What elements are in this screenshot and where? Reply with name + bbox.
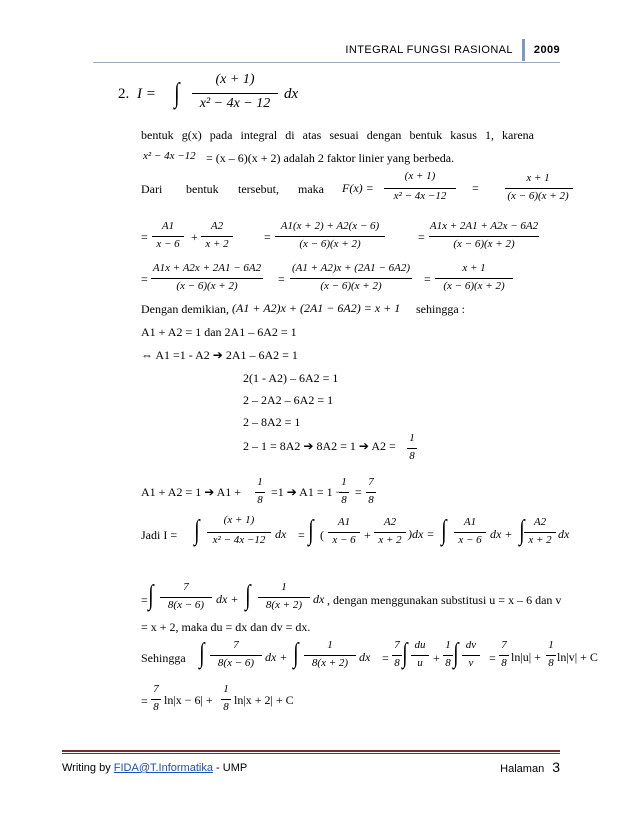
fraction-bar	[258, 597, 310, 598]
seh-r8: 8	[501, 657, 507, 669]
sub-dx1: dx +	[216, 592, 239, 606]
fraction-bar	[411, 655, 429, 656]
sub-d1: 8(x − 6)	[167, 599, 205, 611]
dari-den2: (x − 6)(x + 2)	[507, 190, 569, 202]
step-6: 2 – 1 = 8A2 ➔ 8A2 = 1 ➔ A2 =	[243, 439, 396, 453]
integral-sign: ∫	[245, 580, 251, 611]
demikian-eq: (A1 + A2)x + (2A1 − 6A2) = x + 1	[232, 301, 401, 315]
sehingga-pre: Sehingga	[141, 651, 186, 665]
a1-f2n: 1	[341, 476, 347, 488]
jadi-a1b: A1	[463, 516, 477, 528]
row2-num2: (A1 + A2)x + (2A1 − 6A2)	[292, 262, 410, 274]
page-header	[345, 39, 560, 61]
step-4: 2 – 2A2 – 6A2 = 1	[243, 393, 334, 407]
equals-sign: =	[424, 272, 431, 286]
jadi-d1: x² − 4x −12	[212, 534, 266, 546]
step-1: A1 + A2 = 1 dan 2A1 – 6A2 = 1	[141, 325, 297, 339]
step-5: 2 – 8A2 = 1	[243, 415, 301, 429]
seh-dx2: dx	[359, 650, 371, 664]
step-2: ⇔ A1 =1 - A2 ➔ 2A1 – 6A2 = 1	[141, 348, 298, 362]
jadi-x6: x − 6	[332, 534, 356, 546]
seh-r7: 7	[501, 639, 507, 651]
integral-sign: ∫	[174, 78, 180, 109]
equals-sign: =	[278, 272, 285, 286]
seh-c8b: 8	[445, 657, 451, 669]
equals-sign: =	[472, 181, 479, 195]
a1-f3n: 7	[368, 476, 374, 488]
a1-mid: =1 ➔ A1 = 1 −	[271, 485, 343, 499]
fraction-bar	[255, 492, 265, 493]
integral-sign: ∫	[194, 515, 200, 546]
problem-numerator: (x + 1)	[215, 72, 255, 87]
a1-f2d: 8	[341, 494, 347, 506]
integral-sign: ∫	[148, 580, 154, 611]
row1-x2: x + 2	[205, 238, 229, 250]
jadi-eq2: =	[298, 528, 305, 542]
jadi-close: )dx =	[408, 527, 435, 541]
header-year: 2009	[533, 44, 560, 56]
step-3: 2(1 - A2) – 6A2 = 1	[243, 371, 339, 385]
row1-a2: A2	[210, 220, 224, 232]
integral-sign: ∫	[519, 515, 525, 546]
row2-den1: (x − 6)(x + 2)	[176, 280, 238, 292]
problem-dx: dx	[284, 86, 299, 102]
dari-w2: bentuk	[186, 182, 219, 196]
fraction-bar	[304, 655, 356, 656]
dari-w4: maka	[298, 182, 324, 196]
fraction-bar	[366, 492, 376, 493]
fraction-bar	[435, 278, 513, 279]
fraction-bar	[328, 532, 360, 533]
a1-f1d: 8	[257, 494, 263, 506]
a1-f3d: 8	[368, 494, 374, 506]
sub-line2: = x + 2, maka du = dx dan dv = dx.	[141, 620, 311, 634]
integral-sign: ∫	[402, 638, 408, 669]
a1-eq: =	[355, 485, 362, 499]
seh-v: v	[468, 657, 474, 669]
fraction-bar	[151, 278, 263, 279]
footer-link[interactable]: FIDA@T.Informatika	[113, 762, 213, 774]
plus-sign: +	[191, 230, 198, 244]
row1-x6: x − 6	[156, 238, 180, 250]
seh-c1: 1	[445, 639, 451, 651]
row2-den3: (x − 6)(x + 2)	[443, 280, 505, 292]
fraction-bar	[454, 532, 486, 533]
demikian-pre: Dengan demikian,	[141, 302, 229, 316]
paren-open: (	[320, 528, 324, 542]
integral-sign: ∫	[453, 638, 459, 669]
seh-dx1: dx +	[265, 650, 288, 664]
sub-dx2: dx	[313, 592, 325, 606]
seh-n2: 1	[327, 639, 333, 651]
seh-c8: 8	[394, 657, 400, 669]
final-d2: 8	[223, 701, 229, 713]
equals-sign: =	[418, 230, 425, 244]
jadi-plus: +	[364, 528, 371, 542]
para1-line2: = (x – 6)(x + 2) adalah 2 faktor linier yang berbeda.	[206, 151, 455, 165]
jadi-x6b: x − 6	[458, 534, 482, 546]
row1-num3: A1x + 2A1 + A2x − 6A2	[429, 220, 539, 232]
plus-sign: +	[433, 651, 440, 665]
jadi-dx3: dx	[558, 527, 570, 541]
footer-credit-pre: Writing by	[62, 762, 114, 774]
seh-du: du	[414, 639, 426, 651]
seh-u: u	[417, 657, 423, 669]
fraction-bar	[221, 699, 231, 700]
problem-number: 2.	[118, 86, 130, 102]
para1-expr: x² − 4x −12	[143, 150, 196, 162]
seh-lnv: ln|v| + C	[557, 650, 598, 664]
header-title: INTEGRAL FUNGSI RASIONAL	[345, 44, 513, 56]
fraction-bar	[374, 532, 406, 533]
equals-sign: =	[382, 651, 389, 665]
jadi-a2: A2	[383, 516, 397, 528]
equals-sign: =	[141, 272, 148, 286]
jadi-x2b: x + 2	[528, 534, 552, 546]
row1-den3: (x − 6)(x + 2)	[453, 238, 515, 250]
seh-r1: 1	[548, 639, 554, 651]
a1-f1n: 1	[257, 476, 263, 488]
jadi-a1: A1	[337, 516, 351, 528]
fraction-bar	[151, 699, 161, 700]
seh-lnu: ln|u| +	[511, 650, 541, 664]
row2-den2: (x − 6)(x + 2)	[320, 280, 382, 292]
dari-F: F(x) =	[342, 181, 374, 195]
fraction-bar	[499, 655, 509, 656]
seh-d2: 8(x + 2)	[311, 657, 349, 669]
footer-rule-thin	[62, 753, 560, 754]
jadi-a2b: A2	[533, 516, 547, 528]
fraction-bar	[443, 655, 453, 656]
header-rule	[93, 62, 560, 63]
row2-num1: A1x + A2x + 2A1 − 6A2	[152, 262, 262, 274]
jadi-x2: x + 2	[378, 534, 402, 546]
integral-sign: ∫	[308, 515, 314, 546]
fraction-bar	[524, 532, 556, 533]
dari-num1: (x + 1)	[404, 170, 436, 182]
problem-var: I =	[137, 86, 156, 102]
dari-num2: x + 1	[526, 172, 550, 184]
fraction-bar	[407, 448, 417, 449]
equals-sign: =	[264, 230, 271, 244]
footer-credit-post: - UMP	[212, 762, 248, 774]
final-n1: 7	[153, 683, 159, 695]
fraction-bar	[290, 278, 412, 279]
fraction-bar	[275, 236, 385, 237]
integral-sign: ∫	[199, 638, 205, 669]
seh-n1: 7	[233, 639, 239, 651]
sub-d2: 8(x + 2)	[265, 599, 303, 611]
fraction-bar	[160, 597, 212, 598]
sub-text: , dengan menggunakan substitusi u = x – 6 dan v	[327, 593, 562, 607]
fraction-bar	[210, 655, 262, 656]
final-d1: 8	[153, 701, 159, 713]
header-separator	[522, 39, 525, 61]
dari-den1: x² − 4x −12	[393, 190, 447, 202]
fraction-bar	[192, 93, 278, 94]
equals-sign: =	[141, 694, 148, 708]
fraction-bar	[429, 236, 539, 237]
sub-n2: 1	[281, 581, 287, 593]
footer-page-label: Halaman	[500, 763, 545, 775]
fraction-bar	[152, 236, 184, 237]
footer-credit	[62, 762, 247, 774]
jadi-dx: dx	[275, 527, 287, 541]
equals-sign: =	[489, 651, 496, 665]
final-n2: 1	[223, 683, 229, 695]
row2-num3: x + 1	[462, 262, 486, 274]
footer-rule	[62, 750, 560, 752]
para1-line1: bentuk g(x) pada integral di atas sesuai dengan bentuk kasus 1, karena	[141, 128, 534, 142]
fraction-bar	[505, 188, 573, 189]
seh-c7: 7	[394, 639, 400, 651]
step6-num: 1	[409, 432, 415, 444]
fraction-bar	[392, 655, 402, 656]
fraction-bar	[384, 188, 456, 189]
footer-page	[500, 759, 560, 775]
seh-r8b: 8	[548, 657, 554, 669]
fraction-bar	[546, 655, 556, 656]
fraction-bar	[207, 532, 271, 533]
integral-sign: ∫	[293, 638, 299, 669]
a1-pre: A1 + A2 = 1 ➔ A1 +	[141, 485, 242, 499]
fraction-bar	[462, 655, 480, 656]
sub-n1: 7	[183, 581, 189, 593]
fraction-bar	[339, 492, 349, 493]
final-t1: ln|x − 6| +	[164, 693, 213, 707]
footer-page-number: 3	[552, 759, 560, 775]
row1-num2: A1(x + 2) + A2(x − 6)	[280, 220, 380, 232]
seh-dv: dv	[465, 639, 477, 651]
fraction-bar	[201, 236, 233, 237]
equals-sign: =	[141, 593, 148, 607]
seh-d1: 8(x − 6)	[217, 657, 255, 669]
dari-w3: tersebut,	[238, 182, 279, 196]
row1-a1: A1	[161, 220, 175, 232]
problem-denominator: x² − 4x − 12	[199, 96, 271, 111]
demikian-post: sehingga :	[416, 302, 465, 316]
jadi-n1: (x + 1)	[223, 514, 255, 526]
step6-den: 8	[409, 450, 415, 462]
jadi-dx2: dx +	[490, 527, 513, 541]
dari-w1: Dari	[141, 182, 163, 196]
integral-sign: ∫	[441, 515, 447, 546]
jadi-pre: Jadi I =	[141, 528, 178, 542]
row1-den2: (x − 6)(x + 2)	[299, 238, 361, 250]
equals-sign: =	[141, 230, 148, 244]
final-t2: ln|x + 2| + C	[234, 693, 294, 707]
